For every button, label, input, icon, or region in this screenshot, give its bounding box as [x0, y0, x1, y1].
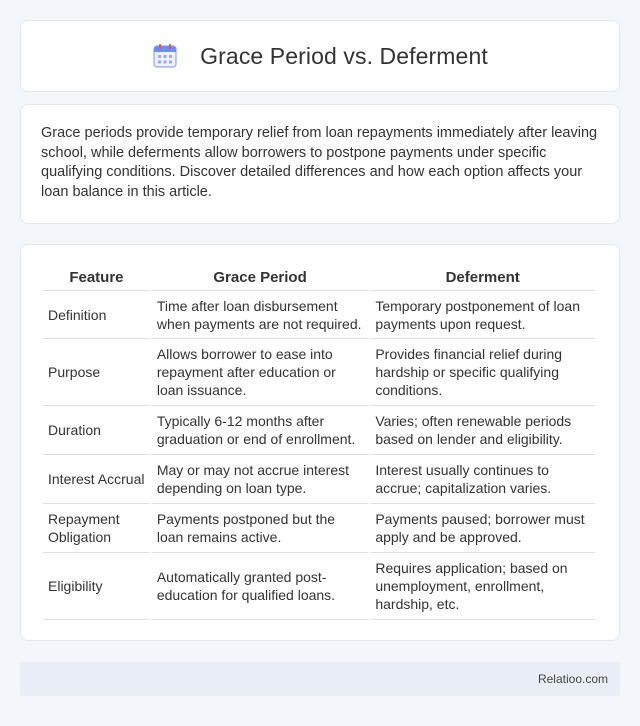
footer	[20, 662, 620, 696]
deferment-cell: Requires application; based on unemployment, enrollment, hardship, etc.	[370, 553, 595, 620]
calendar-icon	[152, 43, 178, 69]
feature-cell: Eligibility	[43, 553, 150, 620]
table-row	[43, 455, 595, 504]
grace-period-cell: Payments postponed but the loan remains active.	[152, 504, 369, 553]
header-feature: Feature	[43, 265, 150, 291]
table-row	[43, 339, 595, 406]
grace-period-cell: Automatically granted post-education for qualified loans.	[152, 553, 369, 620]
page-title: Grace Period vs. Deferment	[200, 42, 488, 69]
header-deferment: Deferment	[370, 265, 595, 291]
table-row	[43, 504, 595, 553]
table-row	[43, 553, 595, 620]
deferment-cell: Temporary postponement of loan payments upon request.	[370, 291, 595, 339]
intro-paragraph: Grace periods provide temporary relief from loan repayments immediately after leaving school, while deferments allow borrowers to postpone payments under specific qualifying conditions. Discover detailed differences and how each option affects your loan balance in this article.	[41, 125, 598, 200]
deferment-cell: Varies; often renewable periods based on lender and eligibility.	[370, 406, 595, 455]
grace-period-cell: Typically 6-12 months after graduation or end of enrollment.	[152, 406, 369, 455]
grace-period-cell: Allows borrower to ease into repayment after education or loan issuance.	[152, 339, 369, 406]
comparison-table	[41, 265, 597, 620]
feature-cell: Repayment Obligation	[43, 504, 150, 553]
feature-cell: Duration	[43, 406, 150, 455]
grace-period-cell: May or may not accrue interest depending on loan type.	[152, 455, 369, 504]
footer-brand: Relatioo.com	[537, 672, 608, 686]
comparison-table-card	[20, 244, 620, 641]
table-header-row	[43, 265, 595, 291]
deferment-cell: Payments paused; borrower must apply and be approved.	[370, 504, 595, 553]
intro-card	[20, 104, 620, 224]
deferment-cell: Interest usually continues to accrue; capitalization varies.	[370, 455, 595, 504]
header-grace-period: Grace Period	[152, 265, 369, 291]
table-row	[43, 406, 595, 455]
deferment-cell: Provides financial relief during hardship or specific qualifying conditions.	[370, 339, 595, 406]
table-row	[43, 291, 595, 339]
feature-cell: Interest Accrual	[43, 455, 150, 504]
feature-cell: Definition	[43, 291, 150, 339]
grace-period-cell: Time after loan disbursement when payments are not required.	[152, 291, 369, 339]
feature-cell: Purpose	[43, 339, 150, 406]
title-card	[20, 20, 620, 92]
